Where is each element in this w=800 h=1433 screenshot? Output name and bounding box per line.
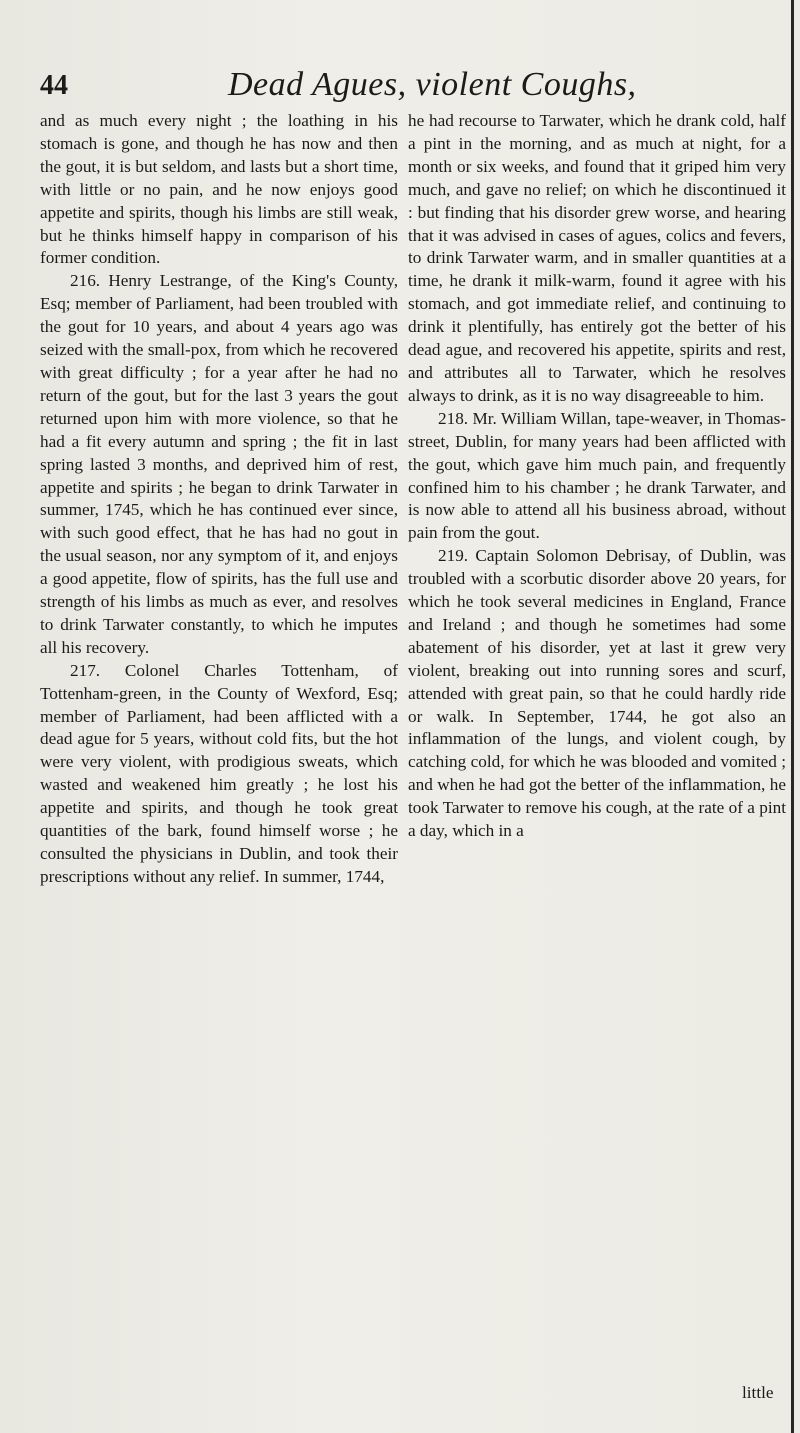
right-paragraph-3: 219. Captain Solomon Debrisay, of Dublin, was troubled with a scorbutic disorder above 20 years, for which he took several medicines in England, France and Ireland ; and though he sometimes had some abatement of his disorder, yet at last it grew very violent, breaking out into running sores and scurf, attended with great pain, so that he could hardly ride or walk. In September, 1744, he got also an inflammation of the lungs, and violent cough, by catching cold, for which he was blooded and vomited ; and when he had got the better of the inflammation, he took Tarwater to remove his cough, at the rate of a pint a day, which in a [408, 546, 786, 841]
catchword: little [742, 1383, 774, 1402]
left-column [40, 110, 398, 889]
right-paragraph-2: 218. Mr. William Willan, tape-weaver, in Thomas-street, Dublin, for many years had been afflicted with the gout, which gave him much pain, and frequently confined him to his chamber ; he drank Tarwater, and is now able to attend all his business abroad, without pain from the gout. [408, 408, 786, 543]
running-title: Dead Agues, violent Coughs, [228, 66, 637, 103]
left-paragraph-1: and as much every night ; the loathing in his stomach is gone, and though he has now and then the gout, it is but seldom, and lasts but a short time, with little or no pain, and he now enjoys good appetite and spirits, though his limbs are still weak, but he thinks himself happy in comparison of his former condition. [40, 111, 398, 268]
right-column [408, 110, 786, 843]
left-paragraph-3: 217. Colonel Charles Tottenham, of Tottenham-green, in the County of Wexford, Esq; member of Parliament, had been afflicted with a dead ague for 5 years, without cold fits, but the hot were very violent, with prodigious sweats, which wasted and weakened him greatly ; he lost his appetite and spirits, and though he took great quantities of the bark, found himself worse ; he consulted the physicians in Dublin, and took their prescriptions without any relief. In summer, 1744, [40, 660, 398, 886]
page-number: 44 [40, 70, 68, 101]
left-paragraph-2: 216. Henry Lestrange, of the King's County, Esq; member of Parliament, had been troubled with the gout for 10 years, and about 4 years ago was seized with the small-pox, from which he recovered with great difficulty ; for a year after he had no return of the gout, but for the last 3 years the gout returned upon him with more violence, so that he had a fit every autumn and spring ; the fit in last spring lasted 3 months, and deprived him of rest, appetite and spirits ; he began to drink Tarwater in summer, 1745, which he has continued ever since, with such good effect, that he has had no gout in the usual season, nor any symptom of it, and enjoys a good appetite, flow of spirits, has the full use and strength of his limbs as much as ever, and resolves to drink Tarwater constantly, to which he imputes all his recovery. [40, 271, 398, 657]
page-edge-rule [791, 0, 794, 1433]
right-paragraph-1: he had recourse to Tarwater, which he drank cold, half a pint in the morning, and as much at night, for a month or six weeks, and found that it griped him very much, and gave no relief; on which he discontinued it : but finding that his disorder grew worse, and hearing that it was advised in cases of agues, colics and fevers, to drink Tarwater warm, and in smaller quantities at a time, he drank it milk-warm, found it agree with his stomach, and got immediate relief, and continuing to drink it plentifully, has entirely got the better of his dead ague, and recovered his appetite, spirits and rest, and attributes all to Tarwater, which he resolves always to drink, as it is no way disagreeable to him. [408, 111, 786, 405]
page-header [40, 66, 790, 108]
